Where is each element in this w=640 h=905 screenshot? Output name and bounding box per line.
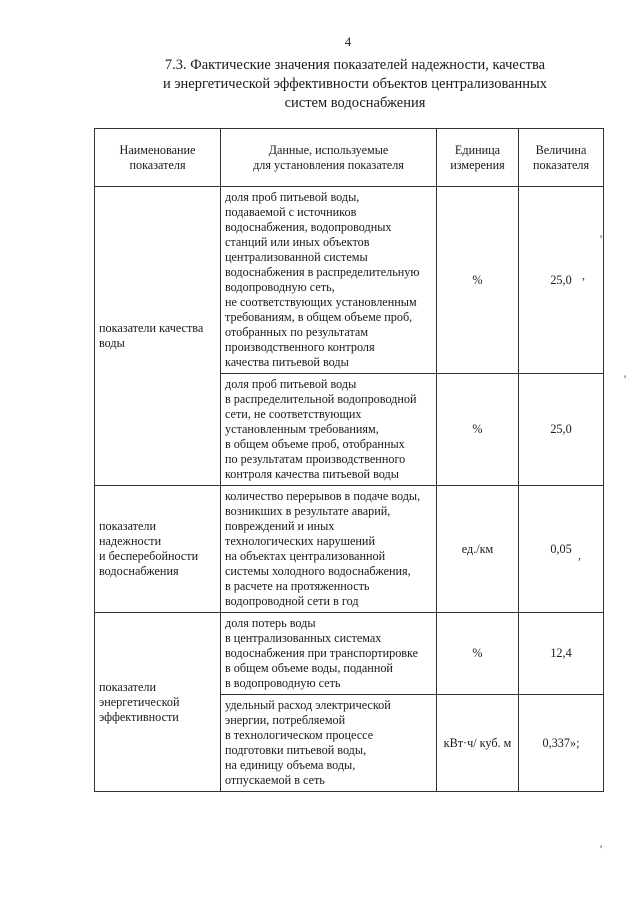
data-line: доля проб питьевой воды [225, 377, 357, 391]
value-cell: 25,0 [519, 187, 604, 374]
indicators-table [94, 128, 604, 792]
indicator-name-line: эффективности [99, 709, 179, 724]
scan-speck: ' [600, 842, 603, 856]
indicator-name-line: показатели [99, 679, 157, 694]
data-line: водоснабжения при транспортировке [225, 646, 419, 660]
header-name [95, 129, 221, 187]
header-unit [437, 129, 519, 187]
data-line: требованиям, в общем объеме проб, [225, 310, 413, 324]
page-number: 4 [344, 34, 352, 49]
data-line: системы холодного водоснабжения, [225, 564, 411, 578]
data-line: в распределительной водопроводной [225, 392, 417, 406]
unit-cell: % [437, 374, 519, 486]
unit-cell: кВт·ч/ куб. м [437, 695, 519, 792]
header-line: Наименование [119, 142, 196, 157]
indicator-name-line: показатели качества [99, 321, 204, 335]
unit-cell: % [437, 187, 519, 374]
section-title [130, 56, 580, 113]
unit-cell: ед./км [437, 486, 519, 613]
value-cell: 25,0 [519, 374, 604, 486]
data-line: возникших в результате аварий, [225, 504, 391, 518]
data-line: количество перерывов в подаче воды, [225, 489, 421, 503]
indicator-name-cell [95, 486, 221, 613]
data-line: повреждений и иных [225, 519, 335, 533]
data-line: установленным требованиям, [225, 422, 379, 436]
scan-speck: ' [624, 372, 627, 386]
indicator-data-cell [221, 613, 437, 695]
header-line: измерения [450, 157, 505, 172]
data-line: станций или иных объектов [225, 235, 370, 249]
value-cell: 0,337»; [519, 695, 604, 792]
indicator-name-line: и бесперебойности [99, 549, 199, 563]
header-data [221, 129, 437, 187]
header-line: показателя [532, 157, 590, 172]
value-cell: 0,05 [519, 486, 604, 613]
indicator-name-line: надежности [99, 534, 162, 548]
indicator-data-cell [221, 486, 437, 613]
data-line: в централизованных системах [225, 631, 382, 645]
title-line: систем водоснабжения [284, 95, 426, 111]
data-line: централизованной системы [225, 250, 368, 264]
data-line: технологических нарушений [225, 534, 375, 548]
title-line: и энергетической эффективности объектов централизованных [162, 76, 548, 92]
indicator-data-cell [221, 187, 437, 374]
data-line: отобранных по результатам [225, 325, 369, 339]
table-row [95, 187, 604, 374]
indicator-name-cell [95, 613, 221, 792]
data-line: подаваемой с источников [225, 205, 357, 219]
header-value [519, 129, 604, 187]
scan-speck: , [582, 268, 585, 282]
data-line: по результатам производственного [225, 452, 406, 466]
data-line: подготовки питьевой воды, [225, 743, 367, 757]
data-line: водоснабжения в распределительную [225, 265, 420, 279]
data-line: сети, не соответствующих [225, 407, 362, 421]
data-line: на единицу объема воды, [225, 758, 356, 772]
data-line: доля потерь воды [225, 616, 316, 630]
data-line: водопроводную сеть, [225, 280, 335, 294]
indicator-name-cell [95, 187, 221, 486]
data-line: отпускаемой в сеть [225, 773, 325, 787]
value-cell: 12,4 [519, 613, 604, 695]
scan-speck: ' [600, 232, 603, 246]
unit-cell: % [437, 613, 519, 695]
header-line: Величина [535, 142, 587, 157]
table-row [95, 486, 604, 613]
data-line: в общем объеме воды, поданной [225, 661, 393, 675]
scan-speck: , [578, 548, 581, 562]
data-line: качества питьевой воды [225, 355, 349, 369]
title-line: 7.3. Фактические значения показателей надежности, качества [164, 57, 546, 73]
header-line: Единица [454, 142, 501, 157]
indicator-name-line: водоснабжения [99, 564, 179, 578]
data-line: доля проб питьевой воды, [225, 190, 360, 204]
data-line: в общем объеме проб, отобранных [225, 437, 405, 451]
data-line: в расчете на протяженность [225, 579, 370, 593]
data-line: в водопроводную сеть [225, 676, 341, 690]
header-line: для установления показателя [253, 157, 404, 172]
data-line: в технологическом процессе [225, 728, 374, 742]
indicator-data-cell [221, 695, 437, 792]
indicator-name-line: показатели [99, 519, 157, 533]
data-line: контроля качества питьевой воды [225, 467, 399, 481]
indicator-data-cell [221, 374, 437, 486]
data-line: удельный расход электрической [225, 698, 391, 712]
data-line: водопроводной сети в год [225, 594, 359, 608]
table-row [95, 613, 604, 695]
data-line: водоснабжения, водопроводных [225, 220, 392, 234]
data-line: не соответствующих установленным [225, 295, 417, 309]
header-line: Данные, используемые [268, 142, 389, 157]
indicator-name-line: энергетической [99, 694, 180, 709]
table-header-row [95, 129, 604, 187]
indicator-name-line: воды [99, 336, 125, 350]
data-line: производственного контроля [225, 340, 375, 354]
data-line: энергии, потребляемой [225, 713, 346, 727]
data-line: на объектах централизованной [225, 549, 386, 563]
header-line: показателя [129, 157, 186, 172]
